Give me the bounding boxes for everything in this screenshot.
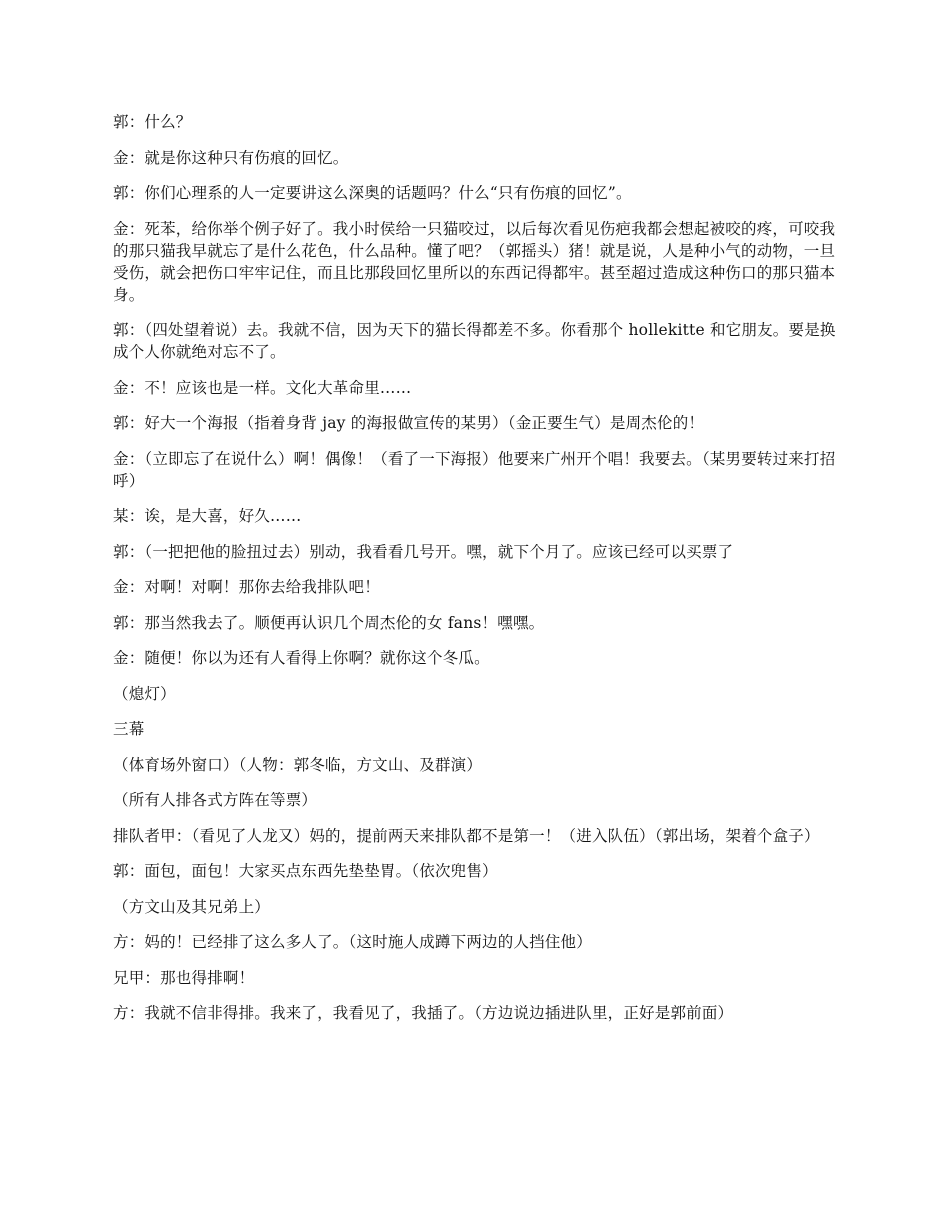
act-heading: 三幕 xyxy=(113,720,145,738)
dialogue-line: 金：对啊！对啊！那你去给我排队吧！ xyxy=(113,578,380,596)
stage-direction: （方文山及其兄弟上） xyxy=(113,897,271,916)
dialogue-line: 方：我就不信非得排。我来了，我看见了，我插了。（方边说边插进队里，正好是郭前面） xyxy=(113,1004,734,1022)
stage-direction: （体育场外窗口）（人物：郭冬临，方文山、及群演） xyxy=(113,755,483,774)
dialogue-line: 郭：（一把把他的脸扭过去）别动，我看看几号开。嘿，就下个月了。应该已经可以买票了 xyxy=(113,542,734,561)
dialogue-line: 郭：好大一个海报（指着身背 jay 的海报做宣传的某男）（金正要生气）是周杰伦的！ xyxy=(113,414,705,432)
dialogue-line: 金：（立即忘了在说什么）啊！偶像！（看了一下海报）他要来广州开个唱！我要去。（某男要转过来打招呼） xyxy=(113,449,836,490)
dialogue-line: 郭：那当然我去了。顺便再认识几个周杰伦的女 fans！嘿嘿。 xyxy=(113,613,545,632)
dialogue-line: 金：就是你这种只有伤痕的回忆。 xyxy=(113,148,349,167)
dialogue-line: 郭：（四处望着说）去。我就不信，因为天下的猫长得都差不多。你看那个 hollekitte 和它朋友。要是换成个人你就绝对忘不了。 xyxy=(113,321,836,361)
dialogue-line: 郭：你们心理系的人一定要讲这么深奥的话题吗？什么“只有伤痕的回忆”。 xyxy=(113,184,632,202)
dialogue-line: 郭：面包，面包！大家买点东西先垫垫胃。（依次兜售） xyxy=(113,862,498,880)
dialogue-line: 某：诶，是大喜，好久…… xyxy=(113,507,302,525)
dialogue-line: 排队者甲：（看见了人龙又）妈的，提前两天来排队都不是第一！（进入队伍）（郭出场，架着个盒子） xyxy=(113,826,820,845)
dialogue-line: 金：不！应该也是一样。文化大革命里…… xyxy=(113,378,412,397)
dialogue-line: 兄甲：那也得排啊！ xyxy=(113,968,255,987)
document-page xyxy=(113,111,841,1038)
dialogue-line: 金：死苯，给你举个例子好了。我小时侯给一只猫咬过，以后每次看见伤疤我都会想起被咬的疼，可咬我的那只猫我早就忘了是什么花色，什么品种。懂了吧？（郭摇头）猪！就是说，人是种小气的动物，一旦受伤，就会把伤口牢牢记住，而且比那段回忆里所以的东西记得都牢。甚至超过造成这种伤口的那只猫本身。 xyxy=(113,219,836,304)
dialogue-line: 方：妈的！已经排了这么多人了。（这时施人成蹲下两边的人挡住他） xyxy=(113,933,592,951)
dialogue-line: 金：随便！你以为还有人看得上你啊？就你这个冬瓜。 xyxy=(113,649,490,667)
stage-direction: （所有人排各式方阵在等票） xyxy=(113,791,318,809)
stage-direction: （熄灯） xyxy=(113,684,176,703)
dialogue-line: 郭：什么？ xyxy=(113,113,192,131)
